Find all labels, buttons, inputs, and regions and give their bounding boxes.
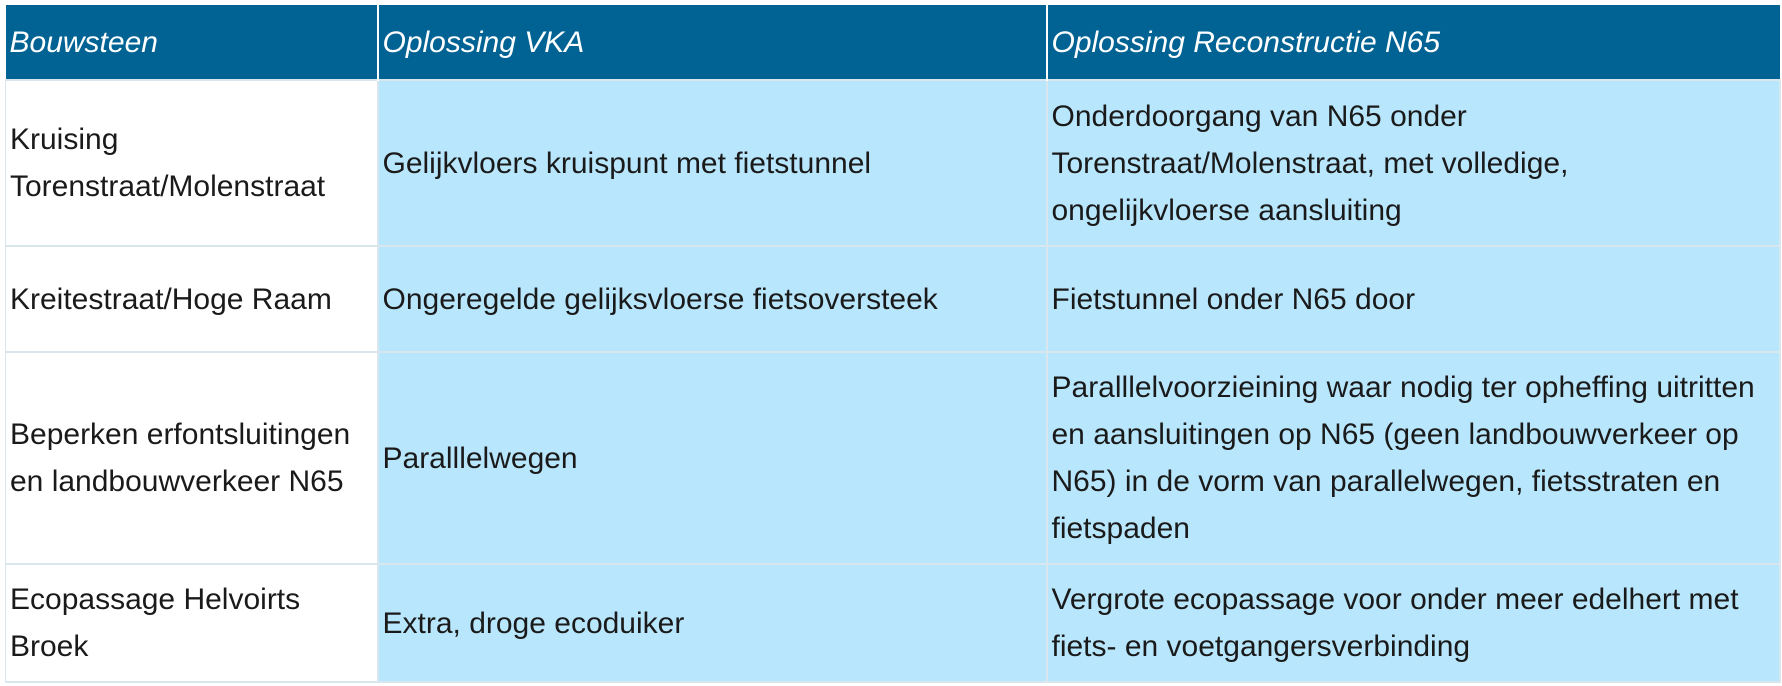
cell-oplossing-n65: Vergrote ecopassage voor onder meer edelhert met fiets- en voetgangersverbinding: [1047, 564, 1780, 682]
table-row: [6, 80, 1780, 246]
cell-bouwsteen: Beperken erfontsluitingen en landbouwverkeer N65: [6, 352, 378, 564]
cell-bouwsteen: Kreitestraat/Hoge Raam: [6, 246, 378, 352]
cell-oplossing-vka: Gelijkvloers kruispunt met fietstunnel: [378, 80, 1047, 246]
table-body: [6, 80, 1780, 682]
header-bouwsteen: Bouwsteen: [6, 5, 378, 80]
table-row: [6, 352, 1780, 564]
cell-oplossing-n65: Paralllelvoorzieining waar nodig ter opheffing uitritten en aansluitingen op N65 (geen landbouwverkeer op N65) in de vorm van parallelwegen, fietsstraten en fietspaden: [1047, 352, 1780, 564]
cell-oplossing-n65: Fietstunnel onder N65 door: [1047, 246, 1780, 352]
table-row: [6, 564, 1780, 682]
cell-oplossing-n65: Onderdoorgang van N65 onder Torenstraat/Molenstraat, met volledige, ongelijkvloerse aansluiting: [1047, 80, 1780, 246]
header-oplossing-reconstructie-n65: Oplossing Reconstructie N65: [1047, 5, 1780, 80]
cell-oplossing-vka: Paralllelwegen: [378, 352, 1047, 564]
header-row: [6, 5, 1780, 80]
cell-bouwsteen: Ecopassage Helvoirts Broek: [6, 564, 378, 682]
table-header: [6, 5, 1780, 80]
cell-oplossing-vka: Extra, droge ecoduiker: [378, 564, 1047, 682]
cell-bouwsteen: Kruising Torenstraat/Molenstraat: [6, 80, 378, 246]
header-oplossing-vka: Oplossing VKA: [378, 5, 1047, 80]
table-row: [6, 246, 1780, 352]
cell-oplossing-vka: Ongeregelde gelijksvloerse fietsoversteek: [378, 246, 1047, 352]
comparison-table: [5, 5, 1781, 683]
